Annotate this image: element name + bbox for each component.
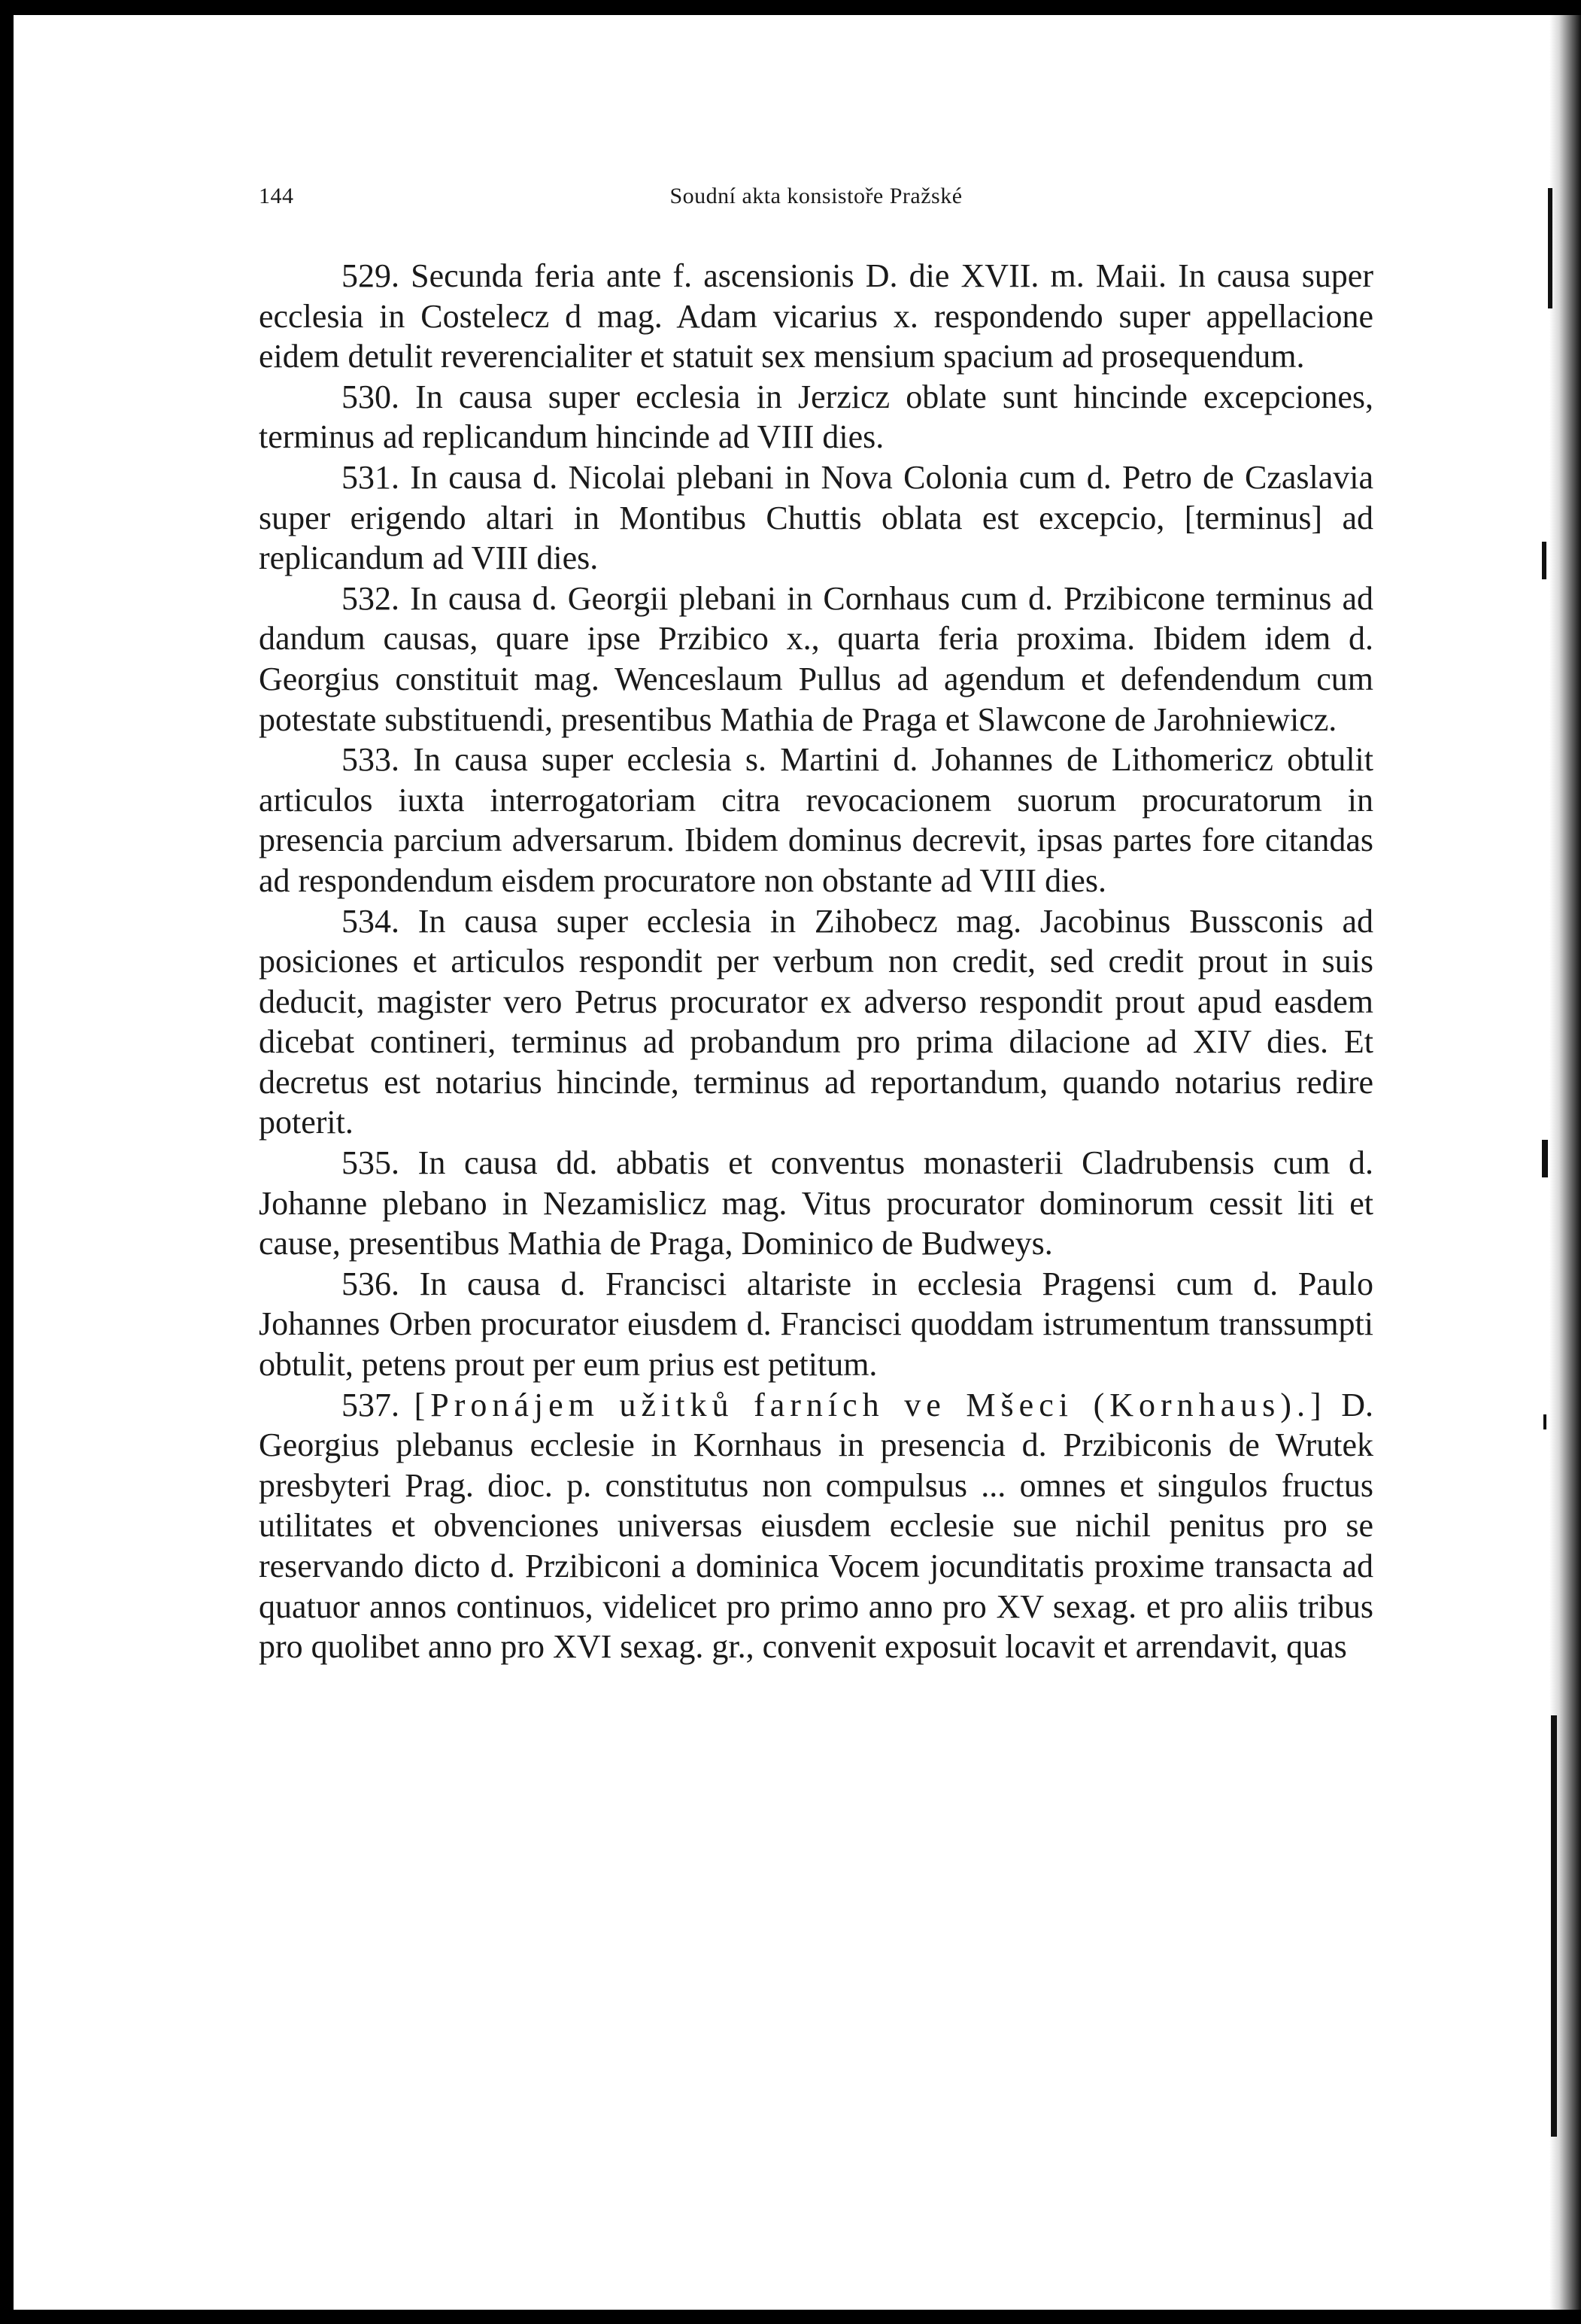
entry-number: 532.: [341, 579, 399, 617]
entry-heading: [Pronájem užitků farních ve Mšeci (Kornhaus).]: [414, 1386, 1327, 1423]
entry-number: 537.: [341, 1386, 399, 1423]
running-title: Soudní akta konsistoře Pražské: [669, 184, 963, 208]
entry-530: [259, 377, 1373, 457]
entry-text: In causa super ecclesia s. Martini d. Johannes de Lithomericz obtulit articulos iuxta interrogatoriam citra revocacionem suorum procuratorum in presencia parcium adversarum. Ibidem dominus decrevit, ipsas partes fore citandas ad respondendum eisdem procuratore non obstante ad VIII dies.: [259, 741, 1374, 899]
entry-534: [259, 901, 1373, 1144]
entry-536: [259, 1264, 1373, 1385]
entry-number: 530.: [341, 378, 399, 415]
entry-number: 535.: [341, 1144, 399, 1182]
page-number: 144: [259, 184, 294, 208]
document-body: [259, 256, 1373, 1667]
margin-mark: [1551, 1715, 1557, 2137]
entry-532: [259, 579, 1373, 740]
margin-scan-marks: [1534, 0, 1564, 2324]
page-header: [259, 173, 1373, 218]
entry-text: Secunda feria ante f. ascensionis D. die XVII. m. Maii. In causa super ecclesia in Costelecz d mag. Adam vicarius x. respondendo super appellacione eidem detulit reverencialiter et statuit sex mensium spacium ad prosequendum.: [259, 257, 1373, 375]
entry-text: In causa super ecclesia in Zihobecz mag. Jacobinus Bussconis ad posiciones et articulos respondit per verbum non credit, sed credit prout in suis deducit, magister vero Petrus procurator ex adverso respondit prout apud easdem dicebat contineri, terminus ad probandum pro prima dilacione ad XIV dies. Et decretus est notarius hincinde, terminus ad reportandum, quando notarius redire poterit.: [259, 902, 1373, 1141]
entry-number: 529.: [341, 257, 399, 294]
margin-mark: [1543, 1414, 1546, 1429]
entry-text: In causa d. Georgii plebani in Cornhaus cum d. Przibicone terminus ad dandum causas, quare ipse Przibico x., quarta feria proxima. Ibidem idem d. Georgius constituit mag. Wenceslaum Pullus ad agendum et defendendum cum potestate substituendi, presentibus Mathia de Praga et Slawcone de Jarohniewicz.: [259, 579, 1374, 738]
margin-mark: [1548, 188, 1552, 308]
entry-text: In causa dd. abbatis et conventus monasterii Cladrubensis cum d. Johanne plebano in Nezamislicz mag. Vitus procurator dominorum cessit liti et cause, presentibus Mathia de Praga, Dominico de Budweys.: [259, 1144, 1374, 1262]
entry-533: [259, 740, 1373, 901]
entry-535: [259, 1143, 1373, 1264]
entry-text: In causa super ecclesia in Jerzicz oblate sunt hincinde excepciones, terminus ad replicandum hincinde ad VIII dies.: [259, 378, 1373, 456]
entry-text: D. Georgius plebanus ecclesie in Kornhaus in presencia d. Przibiconis de Wrutek presbyteri Prag. dioc. p. constitutus non compulsus ... omnes et singulos fructus utilitates et obvenciones universas eiusdem ecclesie sue nichil penitus pro se reservando dicto d. Przibiconi a dominica Vocem jocunditatis proxime transacta ad quatuor annos continuos, videlicet pro primo anno pro XV sexag. et pro aliis tribus pro quolibet anno pro XVI sexag. gr., convenit exposuit locavit et arrendavit, quas: [259, 1386, 1373, 1666]
entry-number: 531.: [341, 458, 399, 496]
entry-531: [259, 457, 1373, 579]
entry-text: In causa d. Francisci altariste in ecclesia Pragensi cum d. Paulo Johannes Orben procurator eiusdem d. Francisci quoddam istrumentum transsumpti obtulit, petens prout per eum prius est petitum.: [259, 1265, 1374, 1384]
entry-529: [259, 256, 1373, 377]
margin-mark: [1542, 542, 1546, 579]
entry-537: [259, 1385, 1373, 1667]
entry-number: 536.: [341, 1265, 399, 1302]
margin-mark: [1542, 1140, 1548, 1177]
entry-number: 534.: [341, 902, 399, 940]
entry-text: In causa d. Nicolai plebani in Nova Colonia cum d. Petro de Czaslavia super erigendo altari in Montibus Chuttis oblata est excepcio, [terminus] ad replicandum ad VIII dies.: [259, 458, 1374, 577]
entry-number: 533.: [341, 741, 399, 779]
